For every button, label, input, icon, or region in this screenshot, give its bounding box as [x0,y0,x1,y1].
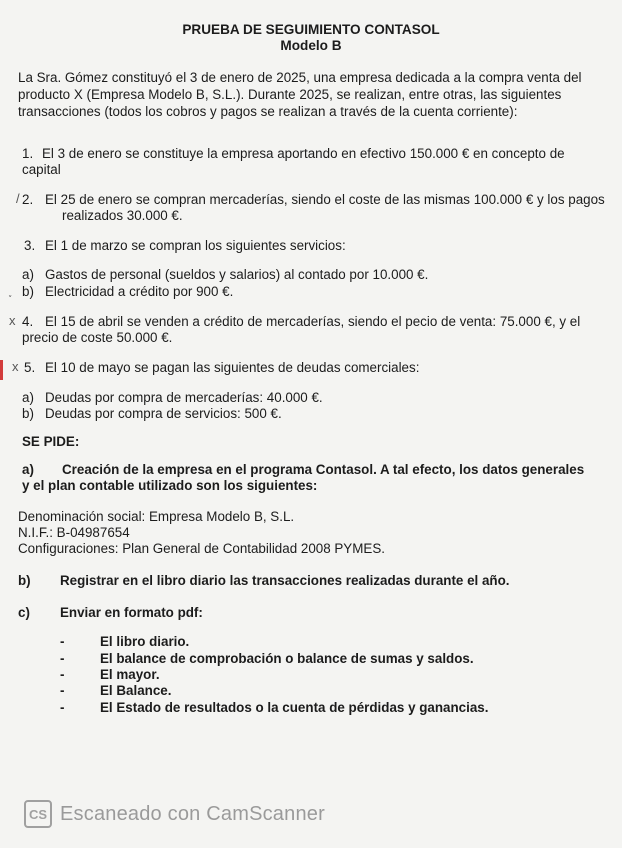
item-3-a-text: Gastos de personal (sueldos y salarios) al contado por 10.000 €. [45,267,429,282]
intro-line-1: La Sra. Gómez constituyó el 3 de enero de 2025, una empresa dedicada a la compra venta del [18,70,582,85]
task-c-label: c) [18,605,30,620]
item-2-number: 2. [22,192,34,207]
handwritten-cross-mark: x [12,359,19,374]
camscanner-watermark [24,800,325,828]
handwritten-tick-mark: / [16,191,20,206]
camscanner-logo-icon: CS [24,800,52,828]
item-5-b-text: Deudas por compra de servicios: 500 €. [45,406,282,421]
company-name-line: Denominación social: Empresa Modelo B, S.L. [18,509,295,524]
item-4-number: 4. [22,314,34,329]
task-c-text: Enviar en formato pdf: [60,605,203,620]
camscanner-watermark-text: Escaneado con CamScanner [60,802,325,825]
se-pide-heading: SE PIDE: [22,434,80,449]
item-4-line-2: precio de coste 50.000 €. [22,330,173,345]
item-3-b-text: Electricidad a crédito por 900 €. [45,284,234,299]
document-subtitle: Modelo B [280,38,342,53]
item-4-line-1: El 15 de abril se venden a crédito de mercaderías, siendo el pecio de venta: 75.000 €, y el [45,314,581,329]
item-2-line-1: El 25 de enero se compran mercaderías, siendo el coste de las mismas 100.000 € y los pagos [45,192,605,207]
bullet-dash: - [60,651,65,666]
handwritten-tick-mark: ˯ [8,283,13,298]
bullet-dash: - [60,683,65,698]
task-b-label: b) [18,573,31,588]
item-1-number: 1. [22,146,34,161]
deliverable-item: El Balance. [100,683,172,698]
handwritten-cross-mark: x [9,313,16,328]
task-a-line-1: Creación de la empresa en el programa Contasol. A tal efecto, los datos generales [62,462,585,477]
item-5-number: 5. [24,360,36,375]
item-3-number: 3. [24,238,36,253]
company-nif-line: N.I.F.: B-04987654 [18,525,130,540]
item-5-a-label: a) [22,390,34,405]
deliverable-item: El Estado de resultados o la cuenta de pérdidas y ganancias. [100,700,489,715]
item-5-text: El 10 de mayo se pagan las siguientes de deudas comerciales: [45,360,420,375]
task-a-label: a) [22,462,34,477]
task-a-line-2: y el plan contable utilizado son los siguientes: [22,478,318,493]
item-5-a-text: Deudas por compra de mercaderías: 40.000 €. [45,390,323,405]
item-1-line-1: El 3 de enero se constituye la empresa aportando en efectivo 150.000 € en concepto de [42,146,565,161]
document-title: PRUEBA DE SEGUIMIENTO CONTASOL [182,22,440,37]
intro-line-2: producto X (Empresa Modelo B, S.L.). Durante 2025, se realizan, entre otras, las siguientes [18,87,562,102]
page-edge-mark [0,360,3,380]
deliverable-item: El libro diario. [100,634,190,649]
item-3-text: El 1 de marzo se compran los siguientes servicios: [45,238,346,253]
item-3-a-label: a) [22,267,34,282]
item-1-line-2: capital [22,162,61,177]
deliverable-item: El balance de comprobación o balance de sumas y saldos. [100,651,474,666]
item-3-b-label: b) [22,284,34,299]
intro-line-3: transacciones (todos los cobros y pagos se realizan a través de la cuenta corriente): [18,104,518,119]
task-b-text: Registrar en el libro diario las transacciones realizadas durante el año. [60,573,510,588]
item-2-line-2: realizados 30.000 €. [62,208,183,223]
bullet-dash: - [60,667,65,682]
bullet-dash: - [60,634,65,649]
bullet-dash: - [60,700,65,715]
deliverable-item: El mayor. [100,667,160,682]
company-config-line: Configuraciones: Plan General de Contabilidad 2008 PYMES. [18,541,385,556]
item-5-b-label: b) [22,406,34,421]
